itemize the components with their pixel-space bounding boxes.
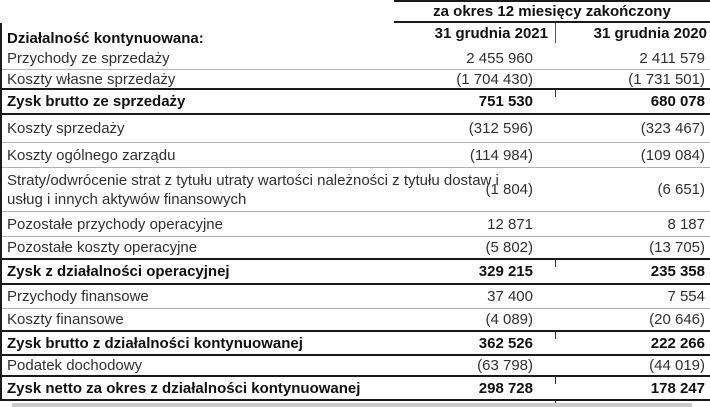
table-row	[2, 168, 710, 212]
row-value-2020: (1 731 501)	[628, 70, 705, 88]
table-row-total	[2, 332, 710, 356]
table-row-total	[2, 90, 710, 115]
row-value-2020: (323 467)	[640, 120, 705, 137]
period-header-row	[0, 0, 710, 23]
row-value-2021: 37 400	[487, 288, 533, 305]
row-label: Podatek dochodowy	[7, 357, 143, 374]
bottom-strip	[0, 401, 710, 407]
table-row	[2, 237, 710, 260]
row-label: Koszty własne sprzedaży	[7, 70, 176, 88]
column-divider-tick	[555, 90, 556, 97]
table-body	[0, 23, 710, 401]
column-divider-tick	[555, 23, 556, 43]
row-value-2020: (44 019)	[649, 357, 705, 374]
table-row	[2, 285, 710, 309]
table-row-total	[2, 377, 710, 401]
table-row	[2, 48, 710, 70]
row-value-2020: 235 358	[650, 263, 705, 280]
row-value-2021: (312 596)	[468, 120, 533, 137]
row-label: Koszty ogólnego zarządu	[7, 146, 176, 164]
row-label: Zysk brutto z działalności kontynuowanej	[7, 334, 303, 352]
row-label: Koszty finansowe	[7, 311, 124, 328]
column-divider-tick	[555, 260, 556, 267]
row-value-2020: (109 084)	[640, 146, 705, 164]
row-value-2021: 329 215	[478, 263, 533, 280]
row-value-2021: (1 704 430)	[456, 70, 533, 88]
row-label: Zysk brutto ze sprzedaży	[7, 93, 186, 110]
row-value-2021: (63 798)	[477, 357, 533, 374]
section-label: Działalność kontynuowana:	[7, 30, 204, 47]
row-label: Przychody finansowe	[7, 288, 149, 305]
column-divider-tick	[555, 377, 556, 384]
row-value-2020: 8 187	[667, 215, 705, 233]
row-value-2020: 7 554	[667, 288, 705, 305]
period-header-title: za okres 12 miesięcy zakończony	[394, 0, 710, 23]
row-value-2021: 12 871	[487, 215, 533, 233]
column-header-2021: 31 grudnia 2021	[434, 25, 548, 42]
row-value-2021: 362 526	[478, 334, 533, 352]
column-divider-tick	[555, 332, 556, 339]
cropped-row-shading	[12, 403, 692, 407]
row-label: Koszty sprzedaży	[7, 120, 125, 137]
row-value-2021: (5 802)	[485, 239, 533, 256]
table-row-total	[2, 260, 710, 285]
table-row	[2, 212, 710, 237]
row-value-2021: (114 984)	[469, 146, 533, 164]
row-label: Przychody ze sprzedaży	[7, 50, 170, 67]
row-value-2020: 178 247	[650, 379, 705, 397]
table-row	[2, 309, 710, 332]
column-header-row	[2, 23, 710, 48]
row-label: Straty/odwrócenie strat z tytułu utraty wartości należności z tytułu dostaw i usług i innych aktywów finansowych	[7, 171, 499, 208]
table-row	[2, 115, 710, 143]
row-value-2021: (4 089)	[485, 311, 533, 328]
row-value-2021: 2 455 960	[466, 50, 533, 67]
table-row	[2, 143, 710, 168]
table-row	[2, 70, 710, 90]
row-value-2021: 298 728	[478, 379, 533, 397]
row-value-2020: 680 078	[650, 93, 705, 110]
row-value-2021: 751 530	[478, 93, 533, 110]
row-label: Pozostałe koszty operacyjne	[7, 239, 198, 256]
row-value-2020: (6 651)	[657, 181, 705, 198]
row-value-2020: (20 646)	[649, 311, 705, 328]
row-label: Pozostałe przychody operacyjne	[7, 215, 223, 233]
column-header-2020: 31 grudnia 2020	[593, 25, 707, 42]
row-value-2021: (1 804)	[485, 181, 533, 198]
row-label: Zysk z działalności operacyjnej	[7, 263, 230, 280]
table-row	[2, 356, 710, 377]
row-label: Zysk netto za okres z działalności kontynuowanej	[7, 379, 361, 397]
row-value-2020: (13 705)	[649, 239, 705, 256]
row-value-2020: 2 411 579	[639, 50, 705, 67]
row-value-2020: 222 266	[650, 334, 705, 352]
